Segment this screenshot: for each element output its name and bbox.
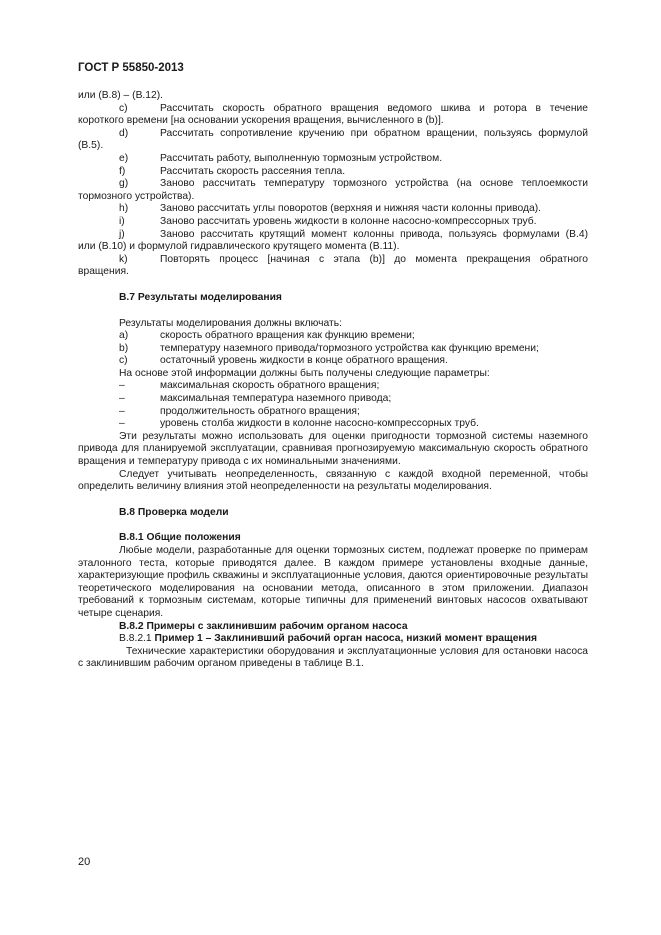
- page-content: [78, 90, 588, 671]
- step-continuation: вращения.: [78, 266, 129, 278]
- section-b821-text: Технические характеристики оборудования и эксплуатационные условия для остановки насоса с заклинившим рабочим органом приведены в таблице В.1.: [78, 645, 588, 670]
- step-marker: k): [119, 253, 128, 265]
- step-continuation: короткого времени [на основании ускорения вращения, вычисленного в (b)].: [78, 115, 444, 127]
- step-marker: e): [119, 152, 129, 164]
- parameter-item-marker: –: [119, 380, 125, 392]
- step-item: [78, 203, 588, 216]
- step-continuation: или (В.10) и формулой гидравлического крутящего момента (В.11).: [78, 241, 400, 253]
- step-item: [78, 229, 588, 254]
- section-b821-number: В.8.2.1: [119, 633, 152, 645]
- section-b7-paragraph-1: Эти результаты можно использовать для оценки пригодности тормозной системы наземного привода для планируемой эксплуатации, сравнивая прогнозируемую максимальную скорость обратного вращения и температуру привода с их номинальными значениями.: [78, 430, 588, 468]
- section-b7-paragraph-2: Следует учитывать неопределенность, связанную с каждой входной переменной, чтобы определить величину влияния этой неопределенности на результаты моделирования.: [78, 468, 588, 493]
- section-b7-intro: Результаты моделирования должны включать:: [119, 317, 342, 329]
- parameter-item-item: [78, 418, 588, 431]
- parameter-item-text: уровень столба жидкости в колонне насосно-компрессорных труб.: [160, 418, 479, 430]
- step-item: [78, 128, 588, 153]
- step-marker: f): [119, 165, 126, 177]
- result-item-item: [78, 330, 588, 343]
- step-continuation: тормозного устройства).: [78, 190, 195, 202]
- parameter-item-text: максимальная температура наземного привода;: [160, 393, 392, 405]
- document-header: ГОСТ Р 55850-2013: [78, 62, 184, 74]
- result-item-item: [78, 343, 588, 356]
- parameter-item-marker: –: [119, 418, 125, 430]
- step-marker: g): [119, 178, 129, 190]
- step-item: [78, 166, 588, 179]
- section-b82-heading: В.8.2 Примеры с заклинившим рабочим органом насоса: [119, 620, 408, 632]
- step-marker: d): [119, 127, 129, 139]
- step-text: Рассчитать сопротивление кручению при обратном вращении, пользуясь формулой: [160, 127, 588, 139]
- section-b7-params-intro: На основе этой информации должны быть получены следующие параметры:: [119, 367, 490, 379]
- parameter-item-text: максимальная скорость обратного вращения;: [160, 380, 380, 392]
- step-marker: h): [119, 203, 129, 215]
- step-marker: c): [119, 102, 128, 114]
- page-number: 20: [78, 856, 91, 868]
- result-item-text: скорость обратного вращения как функцию времени;: [160, 330, 415, 342]
- parameters-list: [78, 380, 588, 430]
- section-b821-heading: [78, 633, 588, 646]
- step-continuation: (В.5).: [78, 140, 104, 152]
- step-text: Рассчитать работу, выполненную тормозным устройством.: [160, 152, 443, 164]
- result-item-text: остаточный уровень жидкости в конце обратного вращения.: [160, 355, 448, 367]
- step-item: [78, 178, 588, 203]
- step-text: Рассчитать скорость обратного вращения ведомого шкива и ротора в течение: [160, 102, 588, 114]
- step-text: Заново рассчитать углы поворотов (верхняя и нижняя части колонны привода).: [160, 203, 542, 215]
- step-item: [78, 103, 588, 128]
- section-b81-text: Любые модели, разработанные для оценки тормозных систем, подлежат проверке по примерам эталонного теста, которые приводятся далее. В каждом примере установлены входные данные, характеризующие профиль скважины и эксплуатационные условия, даются ориентировочные результаты теоретического моделирования на основании метода, описанного в этом приложении. Диапазон требований к тормозным системам, которые типичны для применений винтовых насосов охватывают четыре сценария.: [78, 545, 588, 619]
- step-item: [78, 153, 588, 166]
- result-item-marker: c): [119, 355, 128, 367]
- result-item-item: [78, 355, 588, 368]
- parameter-item-item: [78, 393, 588, 406]
- step-marker: i): [119, 215, 125, 227]
- result-item-text: температуру наземного привода/тормозного устройства как функцию времени;: [160, 342, 539, 354]
- step-text: Повторять процесс [начиная с этапа (b)] до момента прекращения обратного: [160, 253, 588, 265]
- step-text: Рассчитать скорость рассеяния тепла.: [160, 165, 346, 177]
- intro-line: или (В.8) – (В.12).: [78, 90, 164, 101]
- step-item: [78, 254, 588, 279]
- step-text: Заново рассчитать крутящий момент колонны привода, пользуясь формулами (В.4): [160, 228, 588, 240]
- parameter-item-text: продолжительность обратного вращения;: [160, 405, 360, 417]
- result-item-marker: b): [119, 342, 129, 354]
- step-text: Заново рассчитать уровень жидкости в колонне насосно-компрессорных труб.: [160, 215, 537, 227]
- parameter-item-marker: –: [119, 393, 125, 405]
- section-b821-title: Пример 1 – Заклинивший рабочий орган насоса, низкий момент вращения: [154, 633, 537, 645]
- step-item: [78, 216, 588, 229]
- parameter-item-item: [78, 406, 588, 419]
- section-b8-heading: В.8 Проверка модели: [119, 506, 229, 518]
- step-text: Заново рассчитать температуру тормозного устройства (на основе теплоемкости: [160, 178, 588, 190]
- parameter-item-marker: –: [119, 405, 125, 417]
- step-list: [78, 103, 588, 279]
- result-items-list: [78, 330, 588, 368]
- section-b7-heading: В.7 Результаты моделирования: [119, 291, 282, 303]
- result-item-marker: a): [119, 330, 129, 342]
- section-b81-heading: В.8.1 Общие положения: [119, 532, 241, 544]
- parameter-item-item: [78, 380, 588, 393]
- step-marker: j): [119, 228, 125, 240]
